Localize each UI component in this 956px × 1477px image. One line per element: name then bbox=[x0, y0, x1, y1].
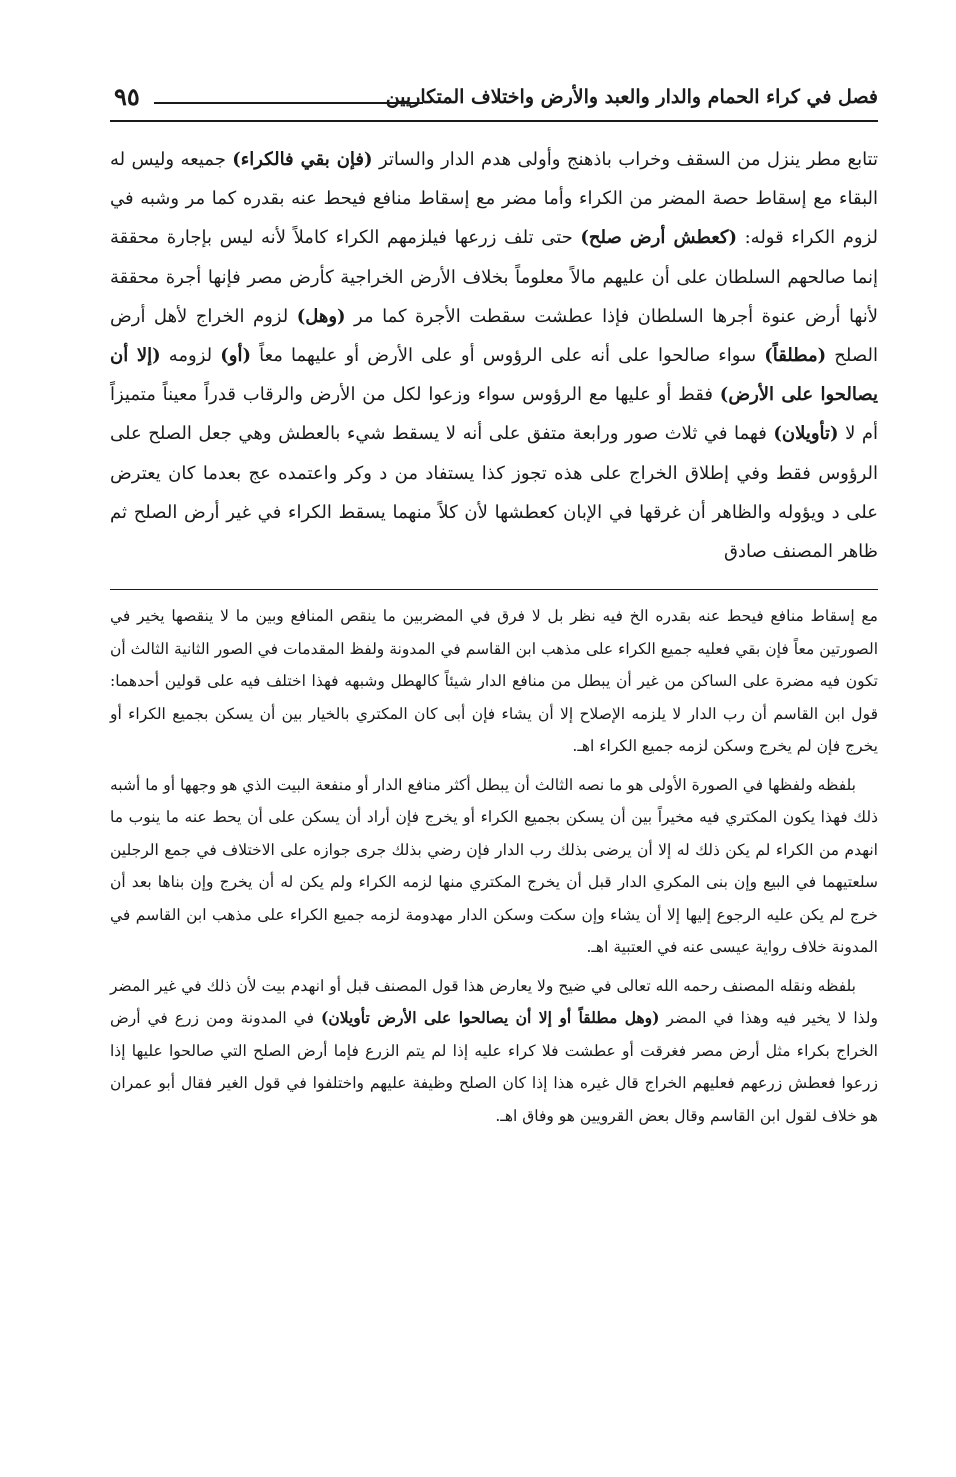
page-header bbox=[110, 80, 878, 122]
footnote-paragraph bbox=[110, 970, 878, 1133]
footnote-segment: في المدونة ومن زرع في أرض الخراج بكراء مثل أرض مصر فغرقت أو عطشت فلا كراء عليه إذا لم يتم الزرع فإما أرض الصلح التي صالحوا عليها إذا زرعوا فعطش زرعهم فعليهم الخراج قال غيره هذا إذا كان الصلح وظيفة عليهم واختلفوا في قول الغير فقال أبو عمران هو خلاف لقول ابن القاسم وقال بعض القرويين هو وفاق اهـ. bbox=[110, 1009, 878, 1125]
header-rule bbox=[154, 102, 423, 104]
footnote-paragraph: بلفظه ولفظها في الصورة الأولى هو ما نصه الثالث أن يبطل أكثر منافع الدار أو منفعة البيت الذي هو وجهها أو ما أشبه ذلك فهذا يكون المكتري فيه مخيراً بين أن يسكن بجميع الكراء أو يخرج فإن أراد أن يسكن على أن يحط عنه ما ينوب ما انهدم من الكراء لم يكن ذلك له إلا أن يرضى بذلك رب الدار فإن رضي بذلك جرى جوازه على الاختلاف في جمع الرجلين سلعتيهما في البيع وإن بنى المكري الدار قبل أن يخرج المكتري منها لزمه الكراء ولم يكن له أن يخرج وإن بناها بعد أن خرج لم يكن عليه الرجوع إليها إلا أن يشاء وإن سكت وسكن الدار مهدومة لزمه جميع الكراء على مذهب ابن القاسم في المدونة خلاف رواية عيسى عنه في العتبية اهـ. bbox=[110, 775, 878, 957]
page-number: ٩٥ bbox=[114, 82, 140, 111]
matn-quote: (أو) bbox=[220, 345, 252, 367]
main-text-segment: فقط أو عليها مع الرؤوس سواء وزعوا لكل من الأرض والرقاب قدراً معيناً متميزاً أم لا bbox=[110, 384, 879, 445]
main-text-segment: فهما في ثلاث صور ورابعة متفق على أنه لا يسقط شيء بالعطش وهي جعل الصلح على الرؤوس فقط وفي إطلاق الخراج على هذه تجوز كذا يستفاد من د وكر واعتمده عج بعدما كان يعترض على د ويؤوله والظاهر أن غرقها في الإبان كعطشها لأن كلاً منهما يسقط الكراء في غير أرض الصلح ثم ظاهر المصنف صادق bbox=[110, 423, 878, 563]
main-text-segment: حتى تلف زرعها فيلزمهم الكراء كاملاً لأنه ليس بإجارة محققة إنما صالحهم السلطان على أن عليهم مالاً معلوماً بخلاف الأرض الخراجية كأرض مصر فإنها أجرة محققة لأنها أرض عنوة أجرها السلطان فإذا عطشت سقطت الأجرة كما مر bbox=[110, 227, 879, 327]
footnote-segment: بلفظه ونقله المصنف رحمه الله تعالى في ضيح ولا يعارض هذا قول المصنف قبل أو انهدم بيت لأن ذلك في غير المضر ولذا لا يخير فيه وهذا في المضر bbox=[110, 976, 878, 1028]
matn-quote: (وهل مطلقاً أو إلا أن يصالحوا على الأرض تأويلان) bbox=[320, 1008, 660, 1028]
main-text-segment: جميعه وليس له البقاء مع إسقاط حصة المضر من الكراء وأما مضر مع إسقاط منافع فيحط عنه بقدره كما مر وشبه في لزوم الكراء قوله: bbox=[110, 149, 878, 249]
main-text-segment: لزوم الخراج لأهل أرض الصلح bbox=[110, 305, 878, 367]
running-title: فصل في كراء الحمام والدار والعبد والأرض واختلاف المتكاريين bbox=[385, 86, 878, 108]
footnotes bbox=[110, 600, 878, 1132]
footnote-paragraph: مع إسقاط منافع فيحط عنه بقدره الخ فيه نظر بل لا فرق في المضربين ما ينقص المنافع وبين ما لا ينقصها يخير في الصورتين معاً فإن بقي فعليه جميع الكراء على مذهب ابن القاسم في المدونة ولفظ المقدمات في الصور الثانية الثالث أن تكون فيه مضرة على الساكن من غير أن يبطل من منافع الدار شيئاً كالهطل وشبهه فهذا اختلف فيه على قولين أحدهما: قول ابن القاسم أن رب الدار لا يلزمه الإصلاح إلا أن يشاء فإن أبى كان المكتري بالخيار بين أن يسكن بجميع الكراء أو يخرج فإن لم يخرج وسكن لزمه جميع الكراء اهـ. bbox=[110, 607, 878, 756]
main-text-segment: سواء صالحوا على أنه على الرؤوس أو على الأرض أو عليهما معاً bbox=[251, 345, 765, 367]
book-page bbox=[110, 80, 878, 1138]
main-text-segment: تتابع مطر ينزل من السقف وخراب باذهنج وأولى هدم الدار والساتر bbox=[372, 149, 879, 170]
matn-quote: (مطلقاً) bbox=[764, 345, 827, 367]
matn-quote: (وهل) bbox=[296, 305, 346, 327]
matn-quote: (فإن بقي فالكراء) bbox=[232, 149, 373, 170]
matn-quote: (تأويلان) bbox=[773, 423, 839, 445]
matn-quote: (إلا أن يصالحوا على الأرض) bbox=[110, 345, 878, 406]
main-text bbox=[110, 140, 878, 571]
footnote-separator bbox=[110, 589, 878, 590]
matn-quote: (كعطش أرض صلح) bbox=[580, 227, 737, 249]
main-text-segment: لزومه bbox=[160, 345, 221, 367]
